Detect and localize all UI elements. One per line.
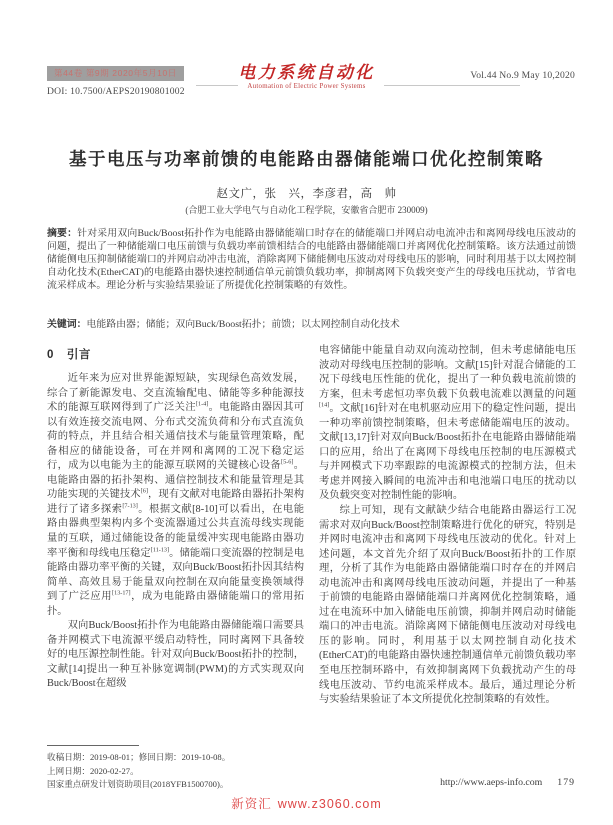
keywords-text: 电能路由器；储能；双向Buck/Boost拓扑；前馈；以太网控制自动化技术 <box>86 319 400 330</box>
abstract-label: 摘要： <box>47 228 78 239</box>
journal-name-cn: 电力系统自动化 <box>238 63 375 82</box>
issue-info-badge: 第44卷 第9期 2020年5月10日 <box>47 66 184 81</box>
right-column <box>319 344 576 792</box>
keywords-label: 关键词： <box>47 319 87 330</box>
footnote-funding: 国家重点研发计划资助项目(2018YFB1500700)。 <box>47 779 229 790</box>
body-paragraph: 电容储能中能量自动双向流动控制，但未考虑储能电压波动对母线电压控制的影响。文献[15]针对混合储能的工况下母线电压性能的优化，提出了一种负载电流前馈的方案，但未考虑恒功率负载下负载电流难以测量的问题[14]。文献[16]针对在电机驱动应用下的稳定性问题，提出一种功率前馈控制策略，但未考虑储能端电压的波动。文献[13,17]针对双向Buck/Boost拓扑在电能路由器储能端口的应用，给出了在离网下母线电压控制的电压源模式与并网模式下功率跟踪的电流源模式的控制方法，但未考虑并网接入瞬间的电流冲击和电池端口电压的扰动以及负载突变对控制性能的影响。 <box>319 345 576 502</box>
footnote-rule <box>47 745 139 746</box>
footnote-online-date: 上网日期：2020-02-27。 <box>47 765 139 776</box>
header-rule-left <box>196 85 238 86</box>
watermark-name: 新资汇 <box>231 797 272 811</box>
page-number: 179 <box>557 777 575 788</box>
footnote-block <box>47 745 304 792</box>
doi-text: DOI: 10.7500/AEPS20190801002 <box>47 86 185 97</box>
section-0-heading <box>47 346 304 362</box>
left-column <box>47 344 304 792</box>
abstract-block <box>47 227 576 292</box>
volume-issue-date: Vol.44 No.9 May 10,2020 <box>470 70 575 81</box>
body-paragraph: 综上可知，现有文献缺少结合电能路由器运行工况需求对双向Buck/Boost控制策略进行优化的研究，特别是并网时电流冲击和离网下母线电压波动的优化。针对上述问题，本文首先介绍了双向Buck/Boost拓扑的工作原理，分析了其作为电能路由器储能端口时存在的并网启动电流冲击和离网母线电压波动问题，并提出了一种基于前馈的电能路由器储能端口并离网优化控制策略，通过在电流环中加入储能电压前馈，抑制并网启动时储能端口的冲击电流。消除离网下储能侧电压波动对母线电压的影响。同时，利用基于以太网控制自动化技术(EtherCAT)的电能路由器快速控制通信单元前馈负载功率至电压控制环路中，有效抑制离网下负载扰动产生的母线电压波动、节约电流采样成本。最后，通过理论分析与实验结果验证了本文所提优化控制策略的有效性。 <box>319 505 576 706</box>
body-columns <box>47 344 576 792</box>
journal-url: http://www.aeps-info.com <box>440 777 543 788</box>
section-title: 引言 <box>66 349 91 361</box>
header-rule-right <box>384 85 520 86</box>
affiliation-line: (合肥工业大学电气与自动化工程学院，安徽省合肥市 230009) <box>185 205 428 215</box>
journal-name-en: Automation of Electric Power Systems <box>247 83 366 90</box>
keywords-block <box>47 318 576 331</box>
paper-title: 基于电压与功率前馈的电能路由器储能端口优化控制策略 <box>69 149 544 169</box>
footnote-received-dates: 收稿日期：2019-08-01；修回日期：2019-10-08。 <box>47 752 231 763</box>
abstract-text: 针对采用双向Buck/Boost拓扑作为电能路由器储能端口时存在的储能端口并网启动电流冲击和离网母线电压波动的问题，提出了一种储能端口电压前馈与负载功率前馈相结合的电能路由器储能端口并离网优化控制策略。该方法通过前馈储能侧电压抑制储能端口的并网启动冲击电流，消除离网下储能侧电压波动对母线电压的影响，同时利用基于以太网控制自动化技术(EtherCAT)的电能路由器快速控制通信单元前馈负载功率，抑制离网下负载突变产生的母线电压扰动，节省电流采样成本。理论分析与实验结果验证了所提优化控制策略的有效性。 <box>47 228 576 292</box>
watermark-url: www.z3060.com <box>277 797 382 811</box>
section-number: 0 <box>47 349 54 361</box>
authors-line: 赵文广，张 兴，李彦君，高 帅 <box>216 188 397 200</box>
body-paragraph: 近年来为应对世界能源短缺，实现绿色高效发展，综合了新能源发电、交直流输配电、储能等多种能源技术的能源互联网得到了广泛关注[1-4]。电能路由器因其可以有效连接交流电网、分布式交流负荷和分布式直流负荷的特点，并且结合相关通信技术与能量管理策略，配备相应的储能设备，可在并网和离网的工况下稳定运行，成为以电能为主的能源互联网的关键核心设备[5-6]。电能路由器的拓扑架构、通信控制技术和能量管理是其功能实现的关键技术[6]，现有文献对电能路由器拓扑架构进行了诸多探索[7-13]。根据文献[8-10]可以看出，在电能路由器典型架构内多个变流器通过公共直流母线实现能量的互联，通过储能设备的能量缓冲实现电能路由器功率平衡和母线电压稳定[11-13]。储能端口变流器的控制是电能路由器功率平衡的关键，双向Buck/Boost拓扑因其结构简单、高效且易于能量双向控制在双向能量变换领域得到了广泛应用[13-17]，成为电能路由器储能端口的常用拓扑。 <box>47 373 305 617</box>
page-footer <box>440 777 575 788</box>
watermark <box>0 794 613 812</box>
body-paragraph: 双向Buck/Boost拓扑作为电能路由器储能端口需要具备并网模式下电流源平缓启动特性，同时离网下具备较好的电压源控制性能。针对双向Buck/Boost拓扑的控制，文献[14]提出一种互补脉宽调制(PWM)的方式实现双向Buck/Boost在超级 <box>47 620 304 690</box>
